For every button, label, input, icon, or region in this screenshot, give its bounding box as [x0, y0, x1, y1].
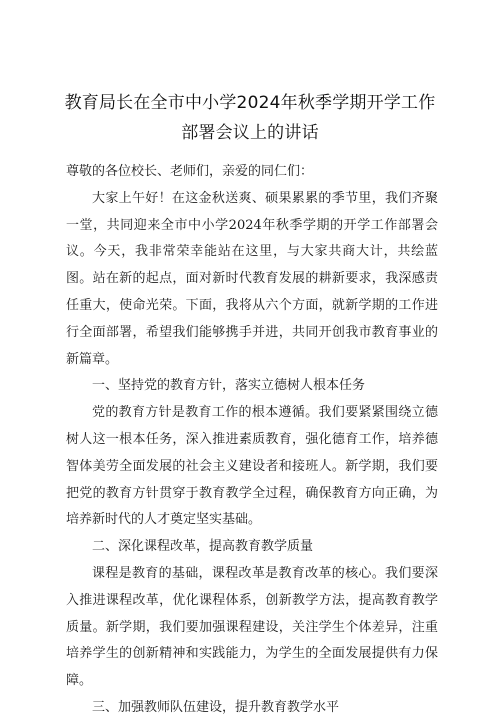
section-heading-1: 一、坚持党的教育方针，落实立德树人根本任务 — [92, 378, 366, 394]
section-paragraph-2: 课程是教育的基础，课程改革是教育改革的核心。我们要深入推进课程改革，优化课程体系，创新教学方法，提高教育教学质量。新学期，我们要加强课程建设，关注学生个体差异，注重培养学生的创新精神和实践能力，为学生的全面发展提供有力保障。 — [66, 565, 438, 689]
document-body — [66, 159, 438, 722]
salutation: 尊敬的各位校长、老师们，亲爱的同仁们： — [66, 164, 314, 179]
intro-paragraph: 大家上午好！在这金秋送爽、硕果累累的季节里，我们齐聚一堂，共同迎来全市中小学2024年秋季学期的开学工作部署会议。今天，我非常荣幸能站在这里，与大家共商大计，共绘蓝图。站在新的起点，面对新时代教育发展的耕新要求，我深感责任重大，使命光荣。下面，我将从六个方面，就新学期的工作进行全面部署，希望我们能够携手并进，共同开创我市教育事业的新篇章。 — [66, 190, 438, 367]
section-heading-3: 三、加强教师队伍建设，提升教育教学水平 — [92, 699, 340, 715]
document-title: 教育局长在全市中小学2024年秋季学期开学工作部署会议上的讲话 — [64, 93, 436, 143]
section-heading-2: 二、深化课程改革，提高教育教学质量 — [92, 539, 314, 555]
section-paragraph-1: 党的教育方针是教育工作的根本遵循。我们要紧紧围绕立德树人这一根本任务，深入推进素质教育，强化德育工作，培养德智体美劳全面发展的社会主义建设者和接班人。新学期，我们要把党的教育方针贯穿于教育教学全过程，确保教育方向正确，为培养新时代的人才奠定坚实基础。 — [66, 405, 438, 528]
